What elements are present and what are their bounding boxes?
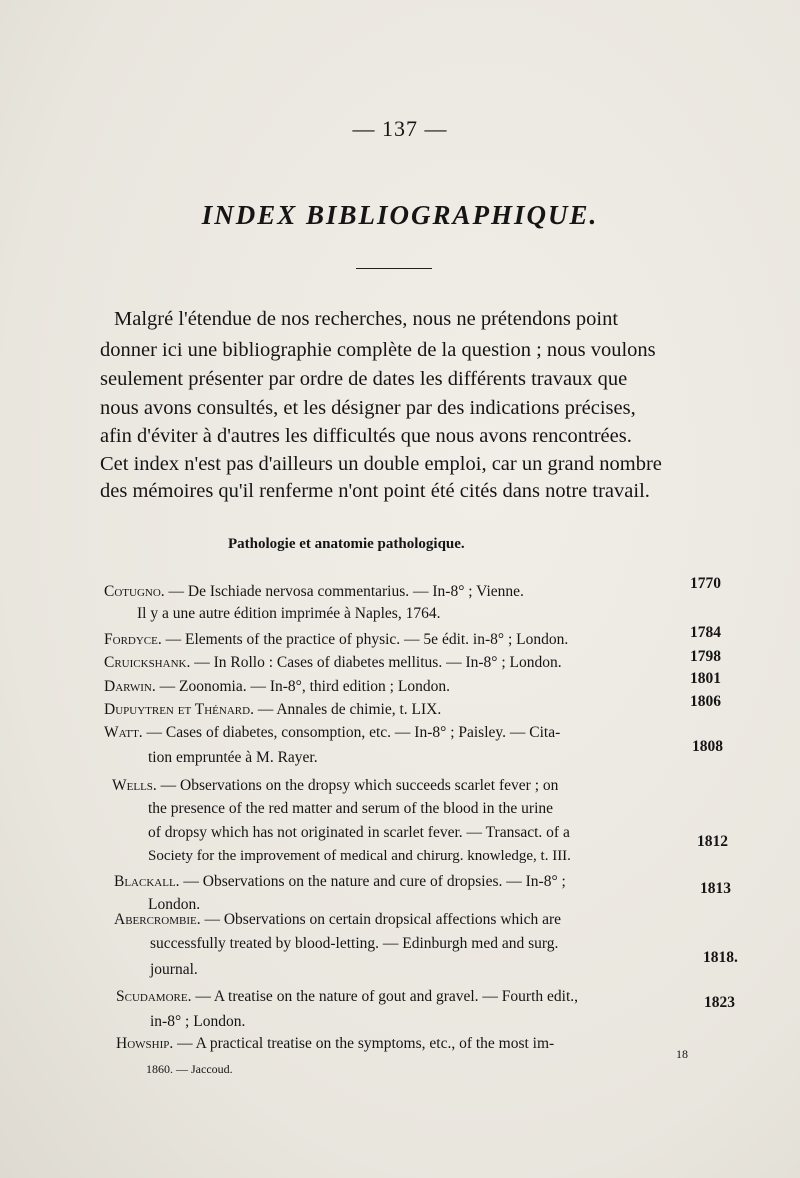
page-title: INDEX BIBLIOGRAPHIQUE. xyxy=(201,200,599,230)
entry-author: Blackall. xyxy=(114,873,180,890)
entry-year: 1798 xyxy=(690,648,721,665)
entry-first-line xyxy=(116,988,578,1006)
entry-line: in-8° ; London. xyxy=(150,1013,246,1030)
entry-line: the presence of the red matter and serum of the blood in the urine xyxy=(148,800,554,817)
entry-year: 1813 xyxy=(700,880,731,897)
entry-text: — Observations on the nature and cure of dropsies. — In-8° ; xyxy=(183,873,566,890)
intro-line: Malgré l'étendue de nos recherches, nous ne prétendons point xyxy=(114,308,619,330)
entry-text: — A practical treatise on the symptoms, etc., of the most im- xyxy=(177,1035,555,1052)
entry-author: Dupuytren et Thénard. xyxy=(104,701,254,718)
entry-year: 1806 xyxy=(690,693,721,710)
entry-year: 1784 xyxy=(690,624,721,641)
entry-text: — In Rollo : Cases of diabetes mellitus. — In-8° ; London. xyxy=(194,654,562,671)
entry-text: — Elements of the practice of physic. — 5e édit. in-8° ; London. xyxy=(165,631,569,648)
entry-line: Society for the improvement of medical and chirurg. knowledge, t. III. xyxy=(148,848,571,864)
entry-line: of dropsy which has not originated in scarlet fever. — Transact. of a xyxy=(148,824,570,841)
entry-line: journal. xyxy=(150,961,198,978)
entry-author: Wells. xyxy=(112,777,157,794)
entry-author: Fordyce. xyxy=(104,631,162,648)
entry-line: tion empruntée à M. Rayer. xyxy=(148,749,318,766)
entry-text: — Observations on certain dropsical affections which are xyxy=(204,911,561,928)
entry-first-line xyxy=(104,583,524,601)
entry-line: Il y a une autre édition imprimée à Naples, 1764. xyxy=(137,605,441,622)
entry-year: 1812 xyxy=(697,833,728,850)
intro-line: afin d'éviter à d'autres les difficultés que nous avons rencontrées. xyxy=(100,425,632,447)
entry-year: 1818. xyxy=(703,949,738,966)
entry-first-line xyxy=(104,701,441,719)
entry-text: — Observations on the dropsy which succeeds scarlet fever ; on xyxy=(160,777,559,794)
entry-first-line xyxy=(114,873,566,891)
entry-text: — Zoonomia. — In-8°, third edition ; London. xyxy=(159,678,450,695)
entry-first-line xyxy=(112,777,558,795)
entry-year: 1808 xyxy=(692,738,723,755)
entry-first-line xyxy=(104,631,568,649)
entry-first-line xyxy=(114,911,561,929)
intro-line: donner ici une bibliographie complète de la question ; nous voulons xyxy=(100,339,656,361)
entry-year: 1823 xyxy=(704,994,735,1011)
entry-first-line xyxy=(104,724,560,742)
entry-year: 1770 xyxy=(690,575,721,592)
title-rule xyxy=(356,268,432,269)
footer-signature: 1860. — Jaccoud. xyxy=(146,1062,233,1076)
intro-line: des mémoires qu'il renferme n'ont point été cités dans notre travail. xyxy=(100,480,650,502)
entry-year: 1801 xyxy=(690,670,721,687)
entry-text: — Annales de chimie, t. LIX. xyxy=(257,701,442,718)
entry-author: Watt. xyxy=(104,724,143,741)
entry-text: — Cases of diabetes, consomption, etc. — In-8° ; Paisley. — Cita- xyxy=(146,724,561,741)
intro-line: Cet index n'est pas d'ailleurs un double emploi, car un grand nombre xyxy=(100,453,662,475)
page-number: — 137 — xyxy=(352,116,448,141)
signature-mark: 18 xyxy=(676,1047,688,1061)
entry-first-line xyxy=(104,654,562,672)
intro-line: seulement présenter par ordre de dates les différents travaux que xyxy=(100,368,628,390)
entry-text: — De Ischiade nervosa commentarius. — In-8° ; Vienne. xyxy=(168,583,524,600)
entry-author: Scudamore. xyxy=(116,988,192,1005)
entry-text: — A treatise on the nature of gout and gravel. — Fourth edit., xyxy=(195,988,579,1005)
entry-first-line xyxy=(116,1035,554,1053)
entry-author: Howship. xyxy=(116,1035,174,1052)
entry-author: Abercrombie. xyxy=(114,911,201,928)
intro-line: nous avons consultés, et les désigner par des indications précises, xyxy=(100,397,636,419)
entry-line: successfully treated by blood-letting. — Edinburgh med and surg. xyxy=(150,935,559,952)
entry-line: London. xyxy=(148,896,201,913)
entry-author: Cotugno. xyxy=(104,583,165,600)
entry-author: Darwin. xyxy=(104,678,156,695)
section-title: Pathologie et anatomie pathologique. xyxy=(228,536,465,552)
entry-author: Cruickshank. xyxy=(104,654,191,671)
entry-first-line xyxy=(104,678,450,696)
